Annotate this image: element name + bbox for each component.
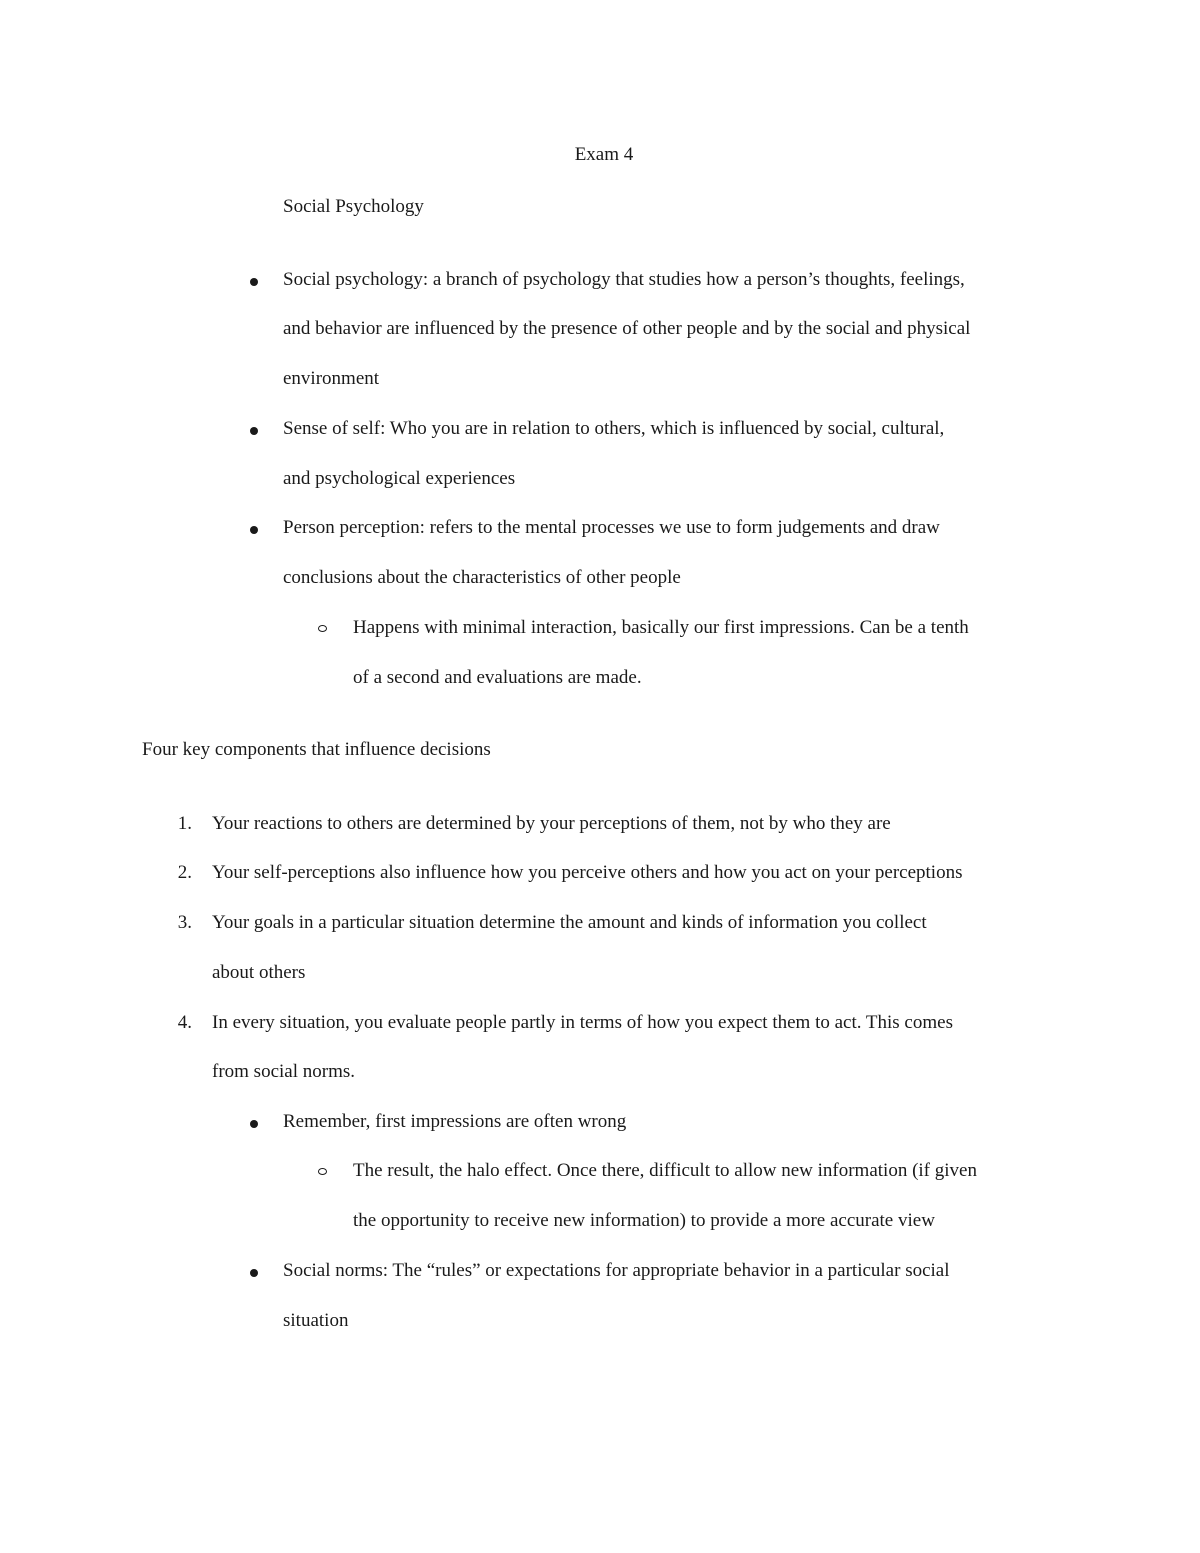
bullet-text-line: environment [283,368,380,389]
bullet-text-line: situation [283,1310,349,1331]
bullet-text-line: Person perception: refers to the mental processes we use to form judgements and draw [283,517,940,538]
bullet-dot-icon [250,278,258,286]
sub-bullet-circle-icon [318,625,327,632]
document-title: Exam 4 [574,144,634,165]
bullet-text-line: conclusions about the characteristics of other people [283,567,681,588]
sub-bullet-text-line: the opportunity to receive new information) to provide a more accurate view [353,1210,935,1231]
bullet-text-line: Sense of self: Who you are in relation to others, which is influenced by social, cultural, [283,418,945,439]
bullet-dot-icon [250,427,258,435]
bullet-dot-icon [250,526,258,534]
bullet-text-line: Social norms: The “rules” or expectations for appropriate behavior in a particular social [283,1260,950,1281]
bullet-text-line: Remember, first impressions are often wrong [283,1111,627,1132]
numbered-text-line: Your goals in a particular situation determine the amount and kinds of information you collect [212,912,927,933]
bullet-dot-icon [250,1120,258,1128]
numbered-text-line: from social norms. [212,1061,356,1082]
bullet-text-line: Social psychology: a branch of psychology that studies how a person’s thoughts, feelings, [283,269,965,290]
sub-bullet-circle-icon [318,1168,327,1175]
section-heading: Four key components that influence decisions [142,739,491,760]
numbered-text-line: about others [212,962,306,983]
sub-bullet-text-line: of a second and evaluations are made. [353,667,642,688]
bullet-dot-icon [250,1269,258,1277]
item-number: 3. [177,912,192,933]
item-number: 2. [177,862,192,883]
sub-bullet-text-line: The result, the halo effect. Once there, difficult to allow new information (if given [353,1160,977,1181]
bullet-text-line: and behavior are influenced by the presence of other people and by the social and physical [283,318,971,339]
bullet-text-line: and psychological experiences [283,468,516,489]
numbered-text-line: Your reactions to others are determined by your perceptions of them, not by who they are [212,813,891,834]
sub-bullet-text-line: Happens with minimal interaction, basically our first impressions. Can be a tenth [353,617,969,638]
numbered-text-line: In every situation, you evaluate people partly in terms of how you expect them to act. This comes [212,1012,953,1033]
item-number: 1. [177,813,192,834]
document-heading: Social Psychology [283,196,424,217]
item-number: 4. [177,1012,192,1033]
numbered-text-line: Your self-perceptions also influence how you perceive others and how you act on your perceptions [212,862,963,883]
